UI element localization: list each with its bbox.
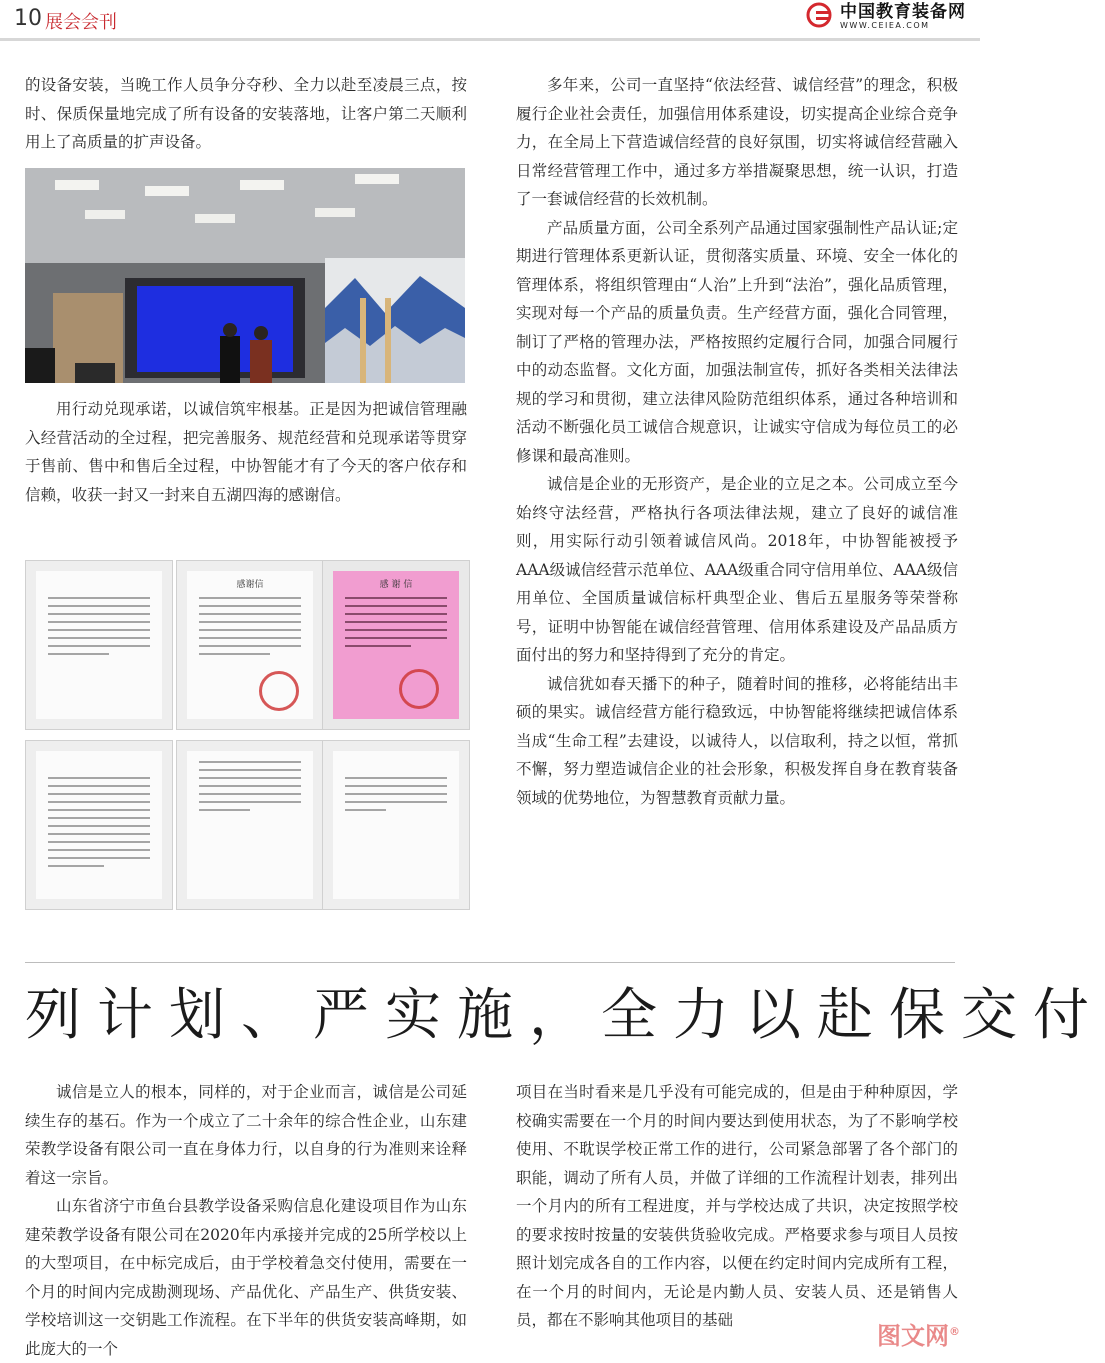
meeting-room-photo (25, 168, 465, 383)
paragraph: 山东省济宁市鱼台县教学设备采购信息化建设项目作为山东建荣教学设备有限公司在2020年内承接并完成的25所学校以上的大型项目，在中标完成后，由于学校着急交付使用，需要在一个月的时间内完成勘测现场、产品优化、产品生产、供货安装、学校培训这一交钥匙工作流程。在下半年的供货安装高峰期，如此庞大的一个 (25, 1197, 467, 1358)
article-headline: 列计划、严实施，全力以赴保交付 (25, 983, 1105, 1048)
thank-you-letter-image (25, 560, 173, 730)
thank-you-letter-image (25, 740, 173, 910)
red-seal-icon (399, 669, 439, 709)
paragraph: 产品质量方面，公司全系列产品通过国家强制性产品认证;定期进行管理体系更新认证，贯彻落实质量、环境、安全一体化的管理体系，将组织管理由“人治”上升到“法治”，强化品质管理，实现对每一个产品的质量负责。生产经营方面，强化合同管理，制订了严格的管理办法，严格按照约定履行合同，加强合同履行中的动态监督。文化方面，加强法制宣传，抓好各类相关法律法规的学习和贯彻，建立法律风险防范组织体系，通过各种培训和活动不断强化员工诚信合规意识，让诚实守信成为每位员工的必修课和最高准则。 (516, 218, 958, 465)
logo-url-text: WWW.CEIEA.COM (840, 21, 930, 30)
paragraph: 项目在当时看来是几乎没有可能完成的，但是由于种种原因，学校确实需要在一个月的时间内要达到使用状态，为了不影响学校使用、不耽误学校正常工作的进行，公司紧急部署了各个部门的职能，调动了所有人员，并做了详细的工作流程计划表，排列出一个月内的所有工程进度，并与学校达成了共识，决定按照学校的要求按时按量的安装供货验收完成。严格要求参与项目人员按照计划完成各自的工作内容，以便在约定时间内完成所有工程，在一个月的时间内，无论是内勤人员、安装人员、还是销售人员，都在不影响其他项目的基础 (516, 1083, 958, 1329)
watermark: 图文网® (877, 1322, 960, 1350)
installation-photo (25, 168, 465, 383)
publisher-logo (804, 2, 966, 32)
article-top-left-intro (25, 71, 467, 157)
paragraph: 的设备安装，当晚工作人员争分夺秒、全力以赴至凌晨三点，按时、保质保量地完成了所有设备的安装落地，让客户第二天顺利用上了高质量的扩声设备。 (25, 76, 467, 151)
article-bottom-left (25, 1078, 467, 1363)
header-rule (0, 38, 980, 41)
article-top-right (516, 71, 958, 812)
watermark-text: 图文网 (877, 1322, 949, 1350)
thank-you-letter-image (322, 740, 470, 910)
logo-brand-text: 中国教育装备网 (840, 2, 966, 22)
paragraph: 诚信是立人的根本，同样的，对于企业而言，诚信是公司延续生存的基石。作为一个成立了二十余年的综合性企业，山东建荣教学设备有限公司一直在身体力行，以自身的行为准则来诠释着这一宗旨。 (25, 1083, 467, 1187)
ceiea-logo-icon (804, 2, 834, 32)
thank-you-letter-image (322, 560, 470, 730)
red-seal-icon (259, 671, 299, 711)
thank-you-letter-image (176, 740, 324, 910)
article-bottom-right (516, 1078, 958, 1335)
page-header (0, 0, 980, 40)
paragraph: 多年来，公司一直坚持“依法经营、诚信经营”的理念，积极履行企业社会责任，加强信用体系建设，切实提高企业综合竞争力，在全局上下营造诚信经营的良好氛围，切实将诚信经营融入日常经营管理工作中，通过多方举措凝聚思想，统一认识，打造了一套诚信经营的长效机制。 (516, 76, 958, 208)
section-name: 展会会刊 (45, 12, 117, 33)
letter-title: 感 谢 信 (379, 580, 413, 590)
paragraph: 用行动兑现承诺，以诚信筑牢根基。正是因为把诚信管理融入经营活动的全过程，把完善服务、规范经营和兑现承诺等贯穿于售前、售中和售后全过程，中协智能才有了今天的客户依存和信赖，收获一封又一封来自五湖四海的感谢信。 (25, 400, 467, 504)
thank-you-letter-image (176, 560, 324, 730)
page-number: 10 (14, 6, 42, 31)
article-top-left-body (25, 395, 467, 509)
paragraph: 诚信是企业的无形资产，是企业的立足之本。公司成立至今始终守法经营，严格执行各项法律法规，建立了良好的诚信准则，用实际行动引领着诚信风尚。2018年，中协智能被授予AAA级诚信经营示范单位、AAA级重合同守信用单位、AAA级信用单位、全国质量诚信标杆典型企业、售后五星服务等荣誉称号，证明中协智能在诚信经营管理、信用体系建设及产品品质方面付出的努力和坚持得到了充分的肯定。 (516, 475, 958, 664)
section-divider (25, 962, 955, 963)
letter-title: 感谢信 (236, 580, 264, 590)
paragraph: 诚信犹如春天播下的种子，随着时间的推移，必将能结出丰硕的果实。诚信经营方能行稳致远，中协智能将继续把诚信体系当成“生命工程”去建设，以诚待人，以信取利，持之以恒，常抓不懈，努力塑造诚信企业的社会形象，积极发挥自身在教育装备领域的优势地位，为智慧教育贡献力量。 (516, 674, 958, 807)
